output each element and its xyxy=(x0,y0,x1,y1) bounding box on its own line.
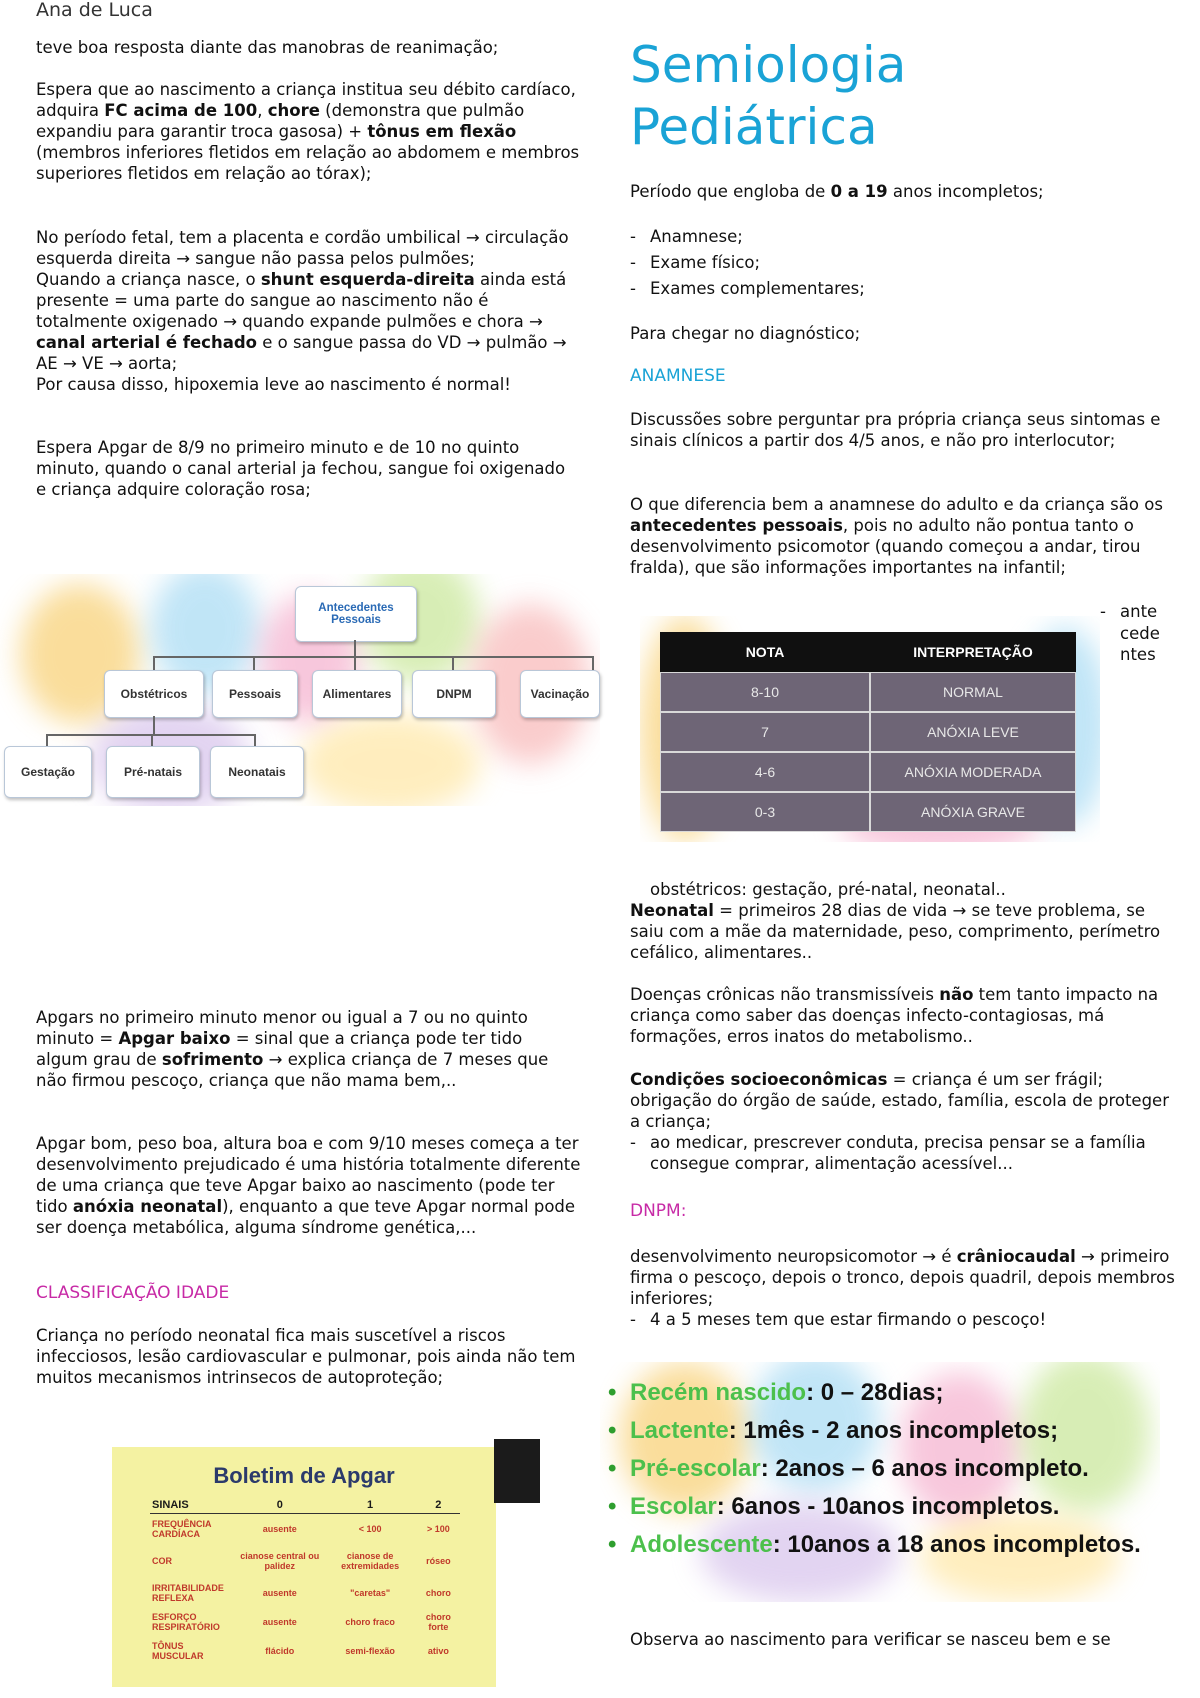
paragraph-diagnostico: Para chegar no diagnóstico; xyxy=(630,324,861,343)
list-etapas xyxy=(630,224,1170,302)
list-item: - ao medicar, prescrever conduta, precisa pensar se a família consegue comprar, alimentação acessível... xyxy=(630,1132,1175,1174)
classificacao-idade-list xyxy=(606,1374,1166,1564)
table-row: 0-3 ANÓXIA GRAVE xyxy=(660,792,1076,832)
section-dnpm: DNPM: xyxy=(630,1201,687,1221)
nota-header-row xyxy=(660,632,1076,672)
boletim-row: ESFORÇO RESPIRATÓRIO ausente choro fraco choro forte xyxy=(152,1611,451,1632)
org-node-obstetricos: Obstétricos xyxy=(104,670,204,718)
table-row: 7 ANÓXIA LEVE xyxy=(660,712,1076,752)
nota-header-cell: INTERPRETAÇÃO xyxy=(870,632,1076,672)
list-item: - Exames complementares; xyxy=(630,276,1170,302)
paragraph-diferenca-anamnese: O que diferencia bem a anamnese do adulto e da criança são os antecedentes pessoais, pois no adulto não pontua tanto o desenvolvimento psicomotor (quando começou a andar, tirou fralda), que são informações importantes na infantil; xyxy=(630,495,1163,577)
boletim-row: FREQUÊNCIA CARDÍACA ausente < 100 > 100 xyxy=(152,1518,450,1539)
section-classificacao-idade: CLASSIFICAÇÃO IDADE xyxy=(36,1283,230,1303)
list-antecedentes-fragment xyxy=(1100,601,1180,622)
portrait-photo xyxy=(494,1439,540,1503)
paragraph-neonatal: Neonatal = primeiros 28 dias de vida → se teve problema, se saiu com a mãe da maternidade, peso, comprimento, perímetro cefálico, alimentares.. xyxy=(630,901,1161,962)
boletim-title: Boletim de Apgar xyxy=(213,1463,395,1488)
paragraph-apgar-esperado: Espera Apgar de 8/9 no primeiro minuto e de 10 no quinto minuto, quando o canal arterial ja fechou, sangue foi oxigenado e criança adquire coloração rosa; xyxy=(36,438,566,499)
list-item: - Exame físico; xyxy=(630,250,1170,276)
list-item: • Escolar: 6anos - 10anos incompletos. xyxy=(606,1488,1166,1526)
paragraph-socioeconomicas: Condições socioeconômicas = criança é um ser frágil; obrigação do órgão de saúde, estado, família, escola de proteger a criança; xyxy=(630,1070,1169,1131)
boletim-header: 0 xyxy=(236,1497,324,1514)
paragraph-perguntar-crianca: Discussões sobre perguntar pra própria criança seus sintomas e sinais clínicos a partir dos 4/5 anos, e não pro interlocutor; xyxy=(630,410,1161,450)
paragraph-nascimento: Espera que ao nascimento a criança institua seu débito cardíaco, adquira FC acima de 100, chore (demonstra que pulmão expandiu para garantir troca gasosa) + tônus em flexão (membros inferiores fletidos em relação ao abdomem e membros superiores fletidos em relação ao tórax); xyxy=(36,80,580,183)
table-row: 4-6 ANÓXIA MODERADA xyxy=(660,752,1076,792)
boletim-header: 1 xyxy=(324,1497,417,1514)
paragraph-obstetricos: obstétricos: gestação, pré-natal, neonatal.. xyxy=(650,880,1006,899)
paragraph-periodo: Período que engloba de 0 a 19 anos incompletos; xyxy=(630,182,1044,201)
boletim-row: IRRITABILIDADE REFLEXA ausente "caretas" choro xyxy=(152,1582,451,1603)
page-title-line2: Pediátrica xyxy=(630,98,878,156)
paragraph-periodo-fetal: No período fetal, tem a placenta e cordão umbilical → circulação esquerda direita → sangue não passa pelos pulmões; Quando a criança nasce, o shunt esquerda-direita ainda está presente = uma parte do sangue ao nascimento não é totalmente oxigenado → quando expande pulmões e chora → canal arterial é fechado e o sangue passa do VD → pulmão → AE → VE → aorta; Por causa disso, hipoxemia leve ao nascimento é normal! xyxy=(36,228,569,394)
paragraph-observa-nascimento: Observa ao nascimento para verificar se nasceu bem e se xyxy=(630,1630,1111,1649)
paragraph-periodo-neonatal: Criança no período neonatal fica mais suscetível a riscos infecciosos, lesão cardiovascular e pulmonar, pois ainda não tem muitos mecanismos intrinsecos de autoproteção; xyxy=(36,1326,576,1387)
apgar-nota-table xyxy=(660,632,1076,836)
table-row: 8-10 NORMAL xyxy=(660,672,1076,712)
paragraph-apgar-baixo: Apgars no primeiro minuto menor ou igual a 7 ou no quinto minuto = Apgar baixo = sinal que a criança pode ter tido algum grau de sofrimento → explica criança de 7 meses que não firmou pescoço, criança que não mama bem,.. xyxy=(36,1008,549,1090)
section-anamnese: ANAMNESE xyxy=(630,366,726,386)
list-item: • Lactente: 1mês - 2 anos incompletos; xyxy=(606,1412,1166,1450)
list-pescoco xyxy=(630,1309,1175,1330)
author-name: Ana de Luca xyxy=(36,0,153,21)
list-item: • Recém nascido: 0 – 28dias; xyxy=(606,1374,1166,1412)
boletim-header: SINAIS xyxy=(150,1497,236,1514)
list-item: • Pré-escolar: 2anos – 6 anos incompleto. xyxy=(606,1450,1166,1488)
org-node-neonatais: Neonatais xyxy=(210,746,304,798)
paragraph-apgar-bom: Apgar bom, peso boa, altura boa e com 9/10 meses começa a ter desenvolvimento prejudicado é uma história totalmente diferente de uma criança que teve Apgar baixo ao nascimento (pode ter tido anóxia neonatal), enquanto a que teve Apgar normal pode ser doença metabólica, alguma síndrome genética,... xyxy=(36,1134,581,1237)
boletim-header: 2 xyxy=(417,1497,460,1514)
org-node-vacinacao: Vacinação xyxy=(520,670,600,718)
nota-header-cell: NOTA xyxy=(660,632,870,672)
list-item: • Adolescente: 10anos a 18 anos incompletos. xyxy=(606,1526,1166,1564)
boletim-row: TÔNUS MUSCULAR flácido semi-flexão ativo xyxy=(152,1640,449,1661)
list-item: - ante xyxy=(1100,601,1180,622)
boletim-row: COR cianose central ou palidez cianose de extremidades róseo xyxy=(152,1550,451,1571)
org-node-pessoais: Pessoais xyxy=(212,670,298,718)
page-title-line1: Semiologia xyxy=(630,36,907,94)
org-node-dnpm: DNPM xyxy=(412,670,496,718)
paragraph-doencas-cronicas: Doenças crônicas não transmissíveis não tem tanto impacto na criança como saber das doenças infecto-contagiosas, má formações, erros inatos do metabolismo.. xyxy=(630,985,1159,1046)
org-node-gestacao: Gestação xyxy=(4,746,92,798)
org-node-alimentares: Alimentares xyxy=(312,670,402,718)
list-medicar xyxy=(630,1132,1175,1174)
paragraph-reanimacao: teve boa resposta diante das manobras de reanimação; xyxy=(36,38,499,57)
org-node-antecedentes: Antecedentes Pessoais xyxy=(295,586,417,642)
org-node-pre-natais: Pré-natais xyxy=(106,746,200,798)
list-item: - 4 a 5 meses tem que estar firmando o pescoço! xyxy=(630,1309,1175,1330)
fragment-line: ntes xyxy=(1120,645,1156,664)
boletim-apgar xyxy=(112,1447,496,1687)
fragment-line: cede xyxy=(1120,624,1160,643)
list-item: - Anamnese; xyxy=(630,224,1170,250)
boletim-table xyxy=(150,1497,460,1666)
paragraph-dnpm: desenvolvimento neuropsicomotor → é crâniocaudal → primeiro firma o pescoço, depois o tronco, depois quadril, depois membros inferiores; xyxy=(630,1247,1175,1308)
